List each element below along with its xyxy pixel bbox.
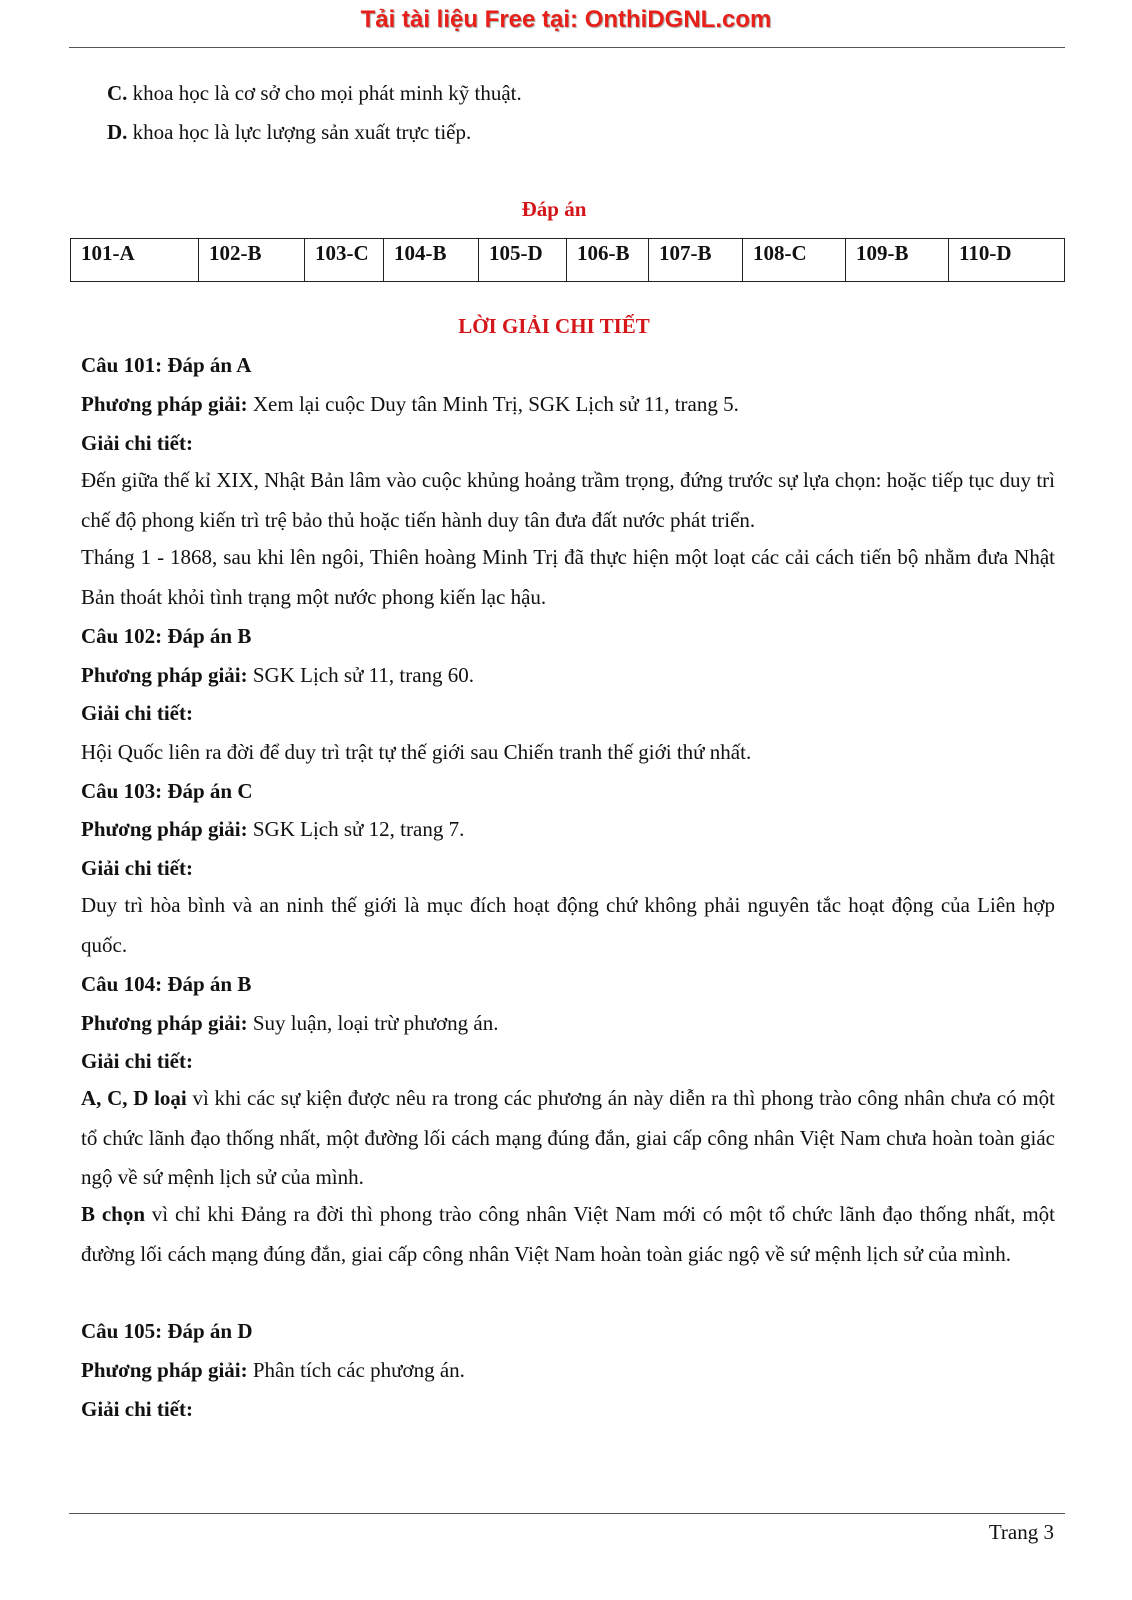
q103-heading: Câu 103: Đáp án C bbox=[81, 779, 253, 803]
q105-detail-label: Giải chi tiết: bbox=[81, 1397, 193, 1421]
answer-cell: 102-B bbox=[199, 239, 305, 282]
q102-paragraph-1: Hội Quốc liên ra đời để duy trì trật tự thế giới sau Chiến tranh thế giới thứ nhất. bbox=[81, 740, 752, 764]
answer-key-row bbox=[71, 239, 1065, 282]
answer-cell: 106-B bbox=[567, 239, 649, 282]
header-divider bbox=[69, 47, 1065, 48]
answer-cell: 101-A bbox=[71, 239, 199, 282]
q101-detail-label: Giải chi tiết: bbox=[81, 431, 193, 455]
q101-paragraph-1: Đến giữa thế kỉ XIX, Nhật Bản lâm vào cuộc khủng hoảng trầm trọng, đứng trước sự lựa chọn: hoặc tiếp tục duy trì chế độ phong kiến trì trệ bảo thủ hoặc tiến hành duy tân đưa đất nước phát triển. bbox=[81, 468, 1055, 532]
answer-cell: 104-B bbox=[384, 239, 479, 282]
q105-heading: Câu 105: Đáp án D bbox=[81, 1319, 253, 1343]
detailed-solution-title: LỜI GIẢI CHI TIẾT bbox=[458, 314, 650, 338]
q102-method: Phương pháp giải: SGK Lịch sử 11, trang 60. bbox=[81, 663, 475, 687]
q103-method: Phương pháp giải: SGK Lịch sử 12, trang 7. bbox=[81, 817, 465, 841]
answer-cell: 103-C bbox=[305, 239, 384, 282]
answer-key-title: Đáp án bbox=[521, 197, 587, 221]
q102-heading: Câu 102: Đáp án B bbox=[81, 624, 252, 648]
q101-paragraph-2: Tháng 1 - 1868, sau khi lên ngôi, Thiên hoàng Minh Trị đã thực hiện một loạt các cải cách tiến bộ nhằm đưa Nhật Bản thoát khỏi tình trạng một nước phong kiến lạc hậu. bbox=[81, 545, 1055, 609]
answer-cell: 107-B bbox=[649, 239, 743, 282]
option-d: D. khoa học là lực lượng sản xuất trực tiếp. bbox=[107, 120, 472, 144]
q101-method: Phương pháp giải: Xem lại cuộc Duy tân Minh Trị, SGK Lịch sử 11, trang 5. bbox=[81, 392, 739, 416]
q102-detail-label: Giải chi tiết: bbox=[81, 701, 193, 725]
q105-method: Phương pháp giải: Phân tích các phương án. bbox=[81, 1358, 465, 1382]
footer-divider bbox=[69, 1513, 1065, 1514]
q101-heading: Câu 101: Đáp án A bbox=[81, 353, 252, 377]
answer-cell: 108-C bbox=[743, 239, 846, 282]
q104-heading: Câu 104: Đáp án B bbox=[81, 972, 252, 996]
answer-key-table bbox=[70, 238, 1065, 282]
answer-cell: 109-B bbox=[846, 239, 949, 282]
page-number: Trang 3 bbox=[988, 1520, 1054, 1544]
q103-detail-label: Giải chi tiết: bbox=[81, 856, 193, 880]
option-c: C. khoa học là cơ sở cho mọi phát minh kỹ thuật. bbox=[107, 81, 522, 105]
answer-cell: 110-D bbox=[949, 239, 1065, 282]
q104-paragraph-2: B chọn vì chỉ khi Đảng ra đời thì phong trào công nhân Việt Nam mới có một tổ chức lãnh đạo thống nhất, một đường lối cách mạng đúng đắn, giai cấp công nhân Việt Nam hoàn toàn giác ngộ về sứ mệnh lịch sử của mình. bbox=[81, 1202, 1055, 1266]
q103-paragraph-1: Duy trì hòa bình và an ninh thế giới là mục đích hoạt động chứ không phải nguyên tắc hoạt động của Liên hợp quốc. bbox=[81, 893, 1055, 957]
answer-cell: 105-D bbox=[479, 239, 567, 282]
q104-detail-label: Giải chi tiết: bbox=[81, 1049, 193, 1073]
q104-method: Phương pháp giải: Suy luận, loại trừ phương án. bbox=[81, 1011, 499, 1035]
q104-paragraph-1: A, C, D loại vì khi các sự kiện được nêu ra trong các phương án này diễn ra thì phong trào công nhân chưa có một tổ chức lãnh đạo thống nhất, một đường lối cách mạng đúng đắn, giai cấp công nhân Việt Nam chưa hoàn toàn giác ngộ về sứ mệnh lịch sử của mình. bbox=[81, 1086, 1055, 1189]
site-banner: Tải tài liệu Free tại: OnthiDGNL.com bbox=[360, 6, 772, 33]
